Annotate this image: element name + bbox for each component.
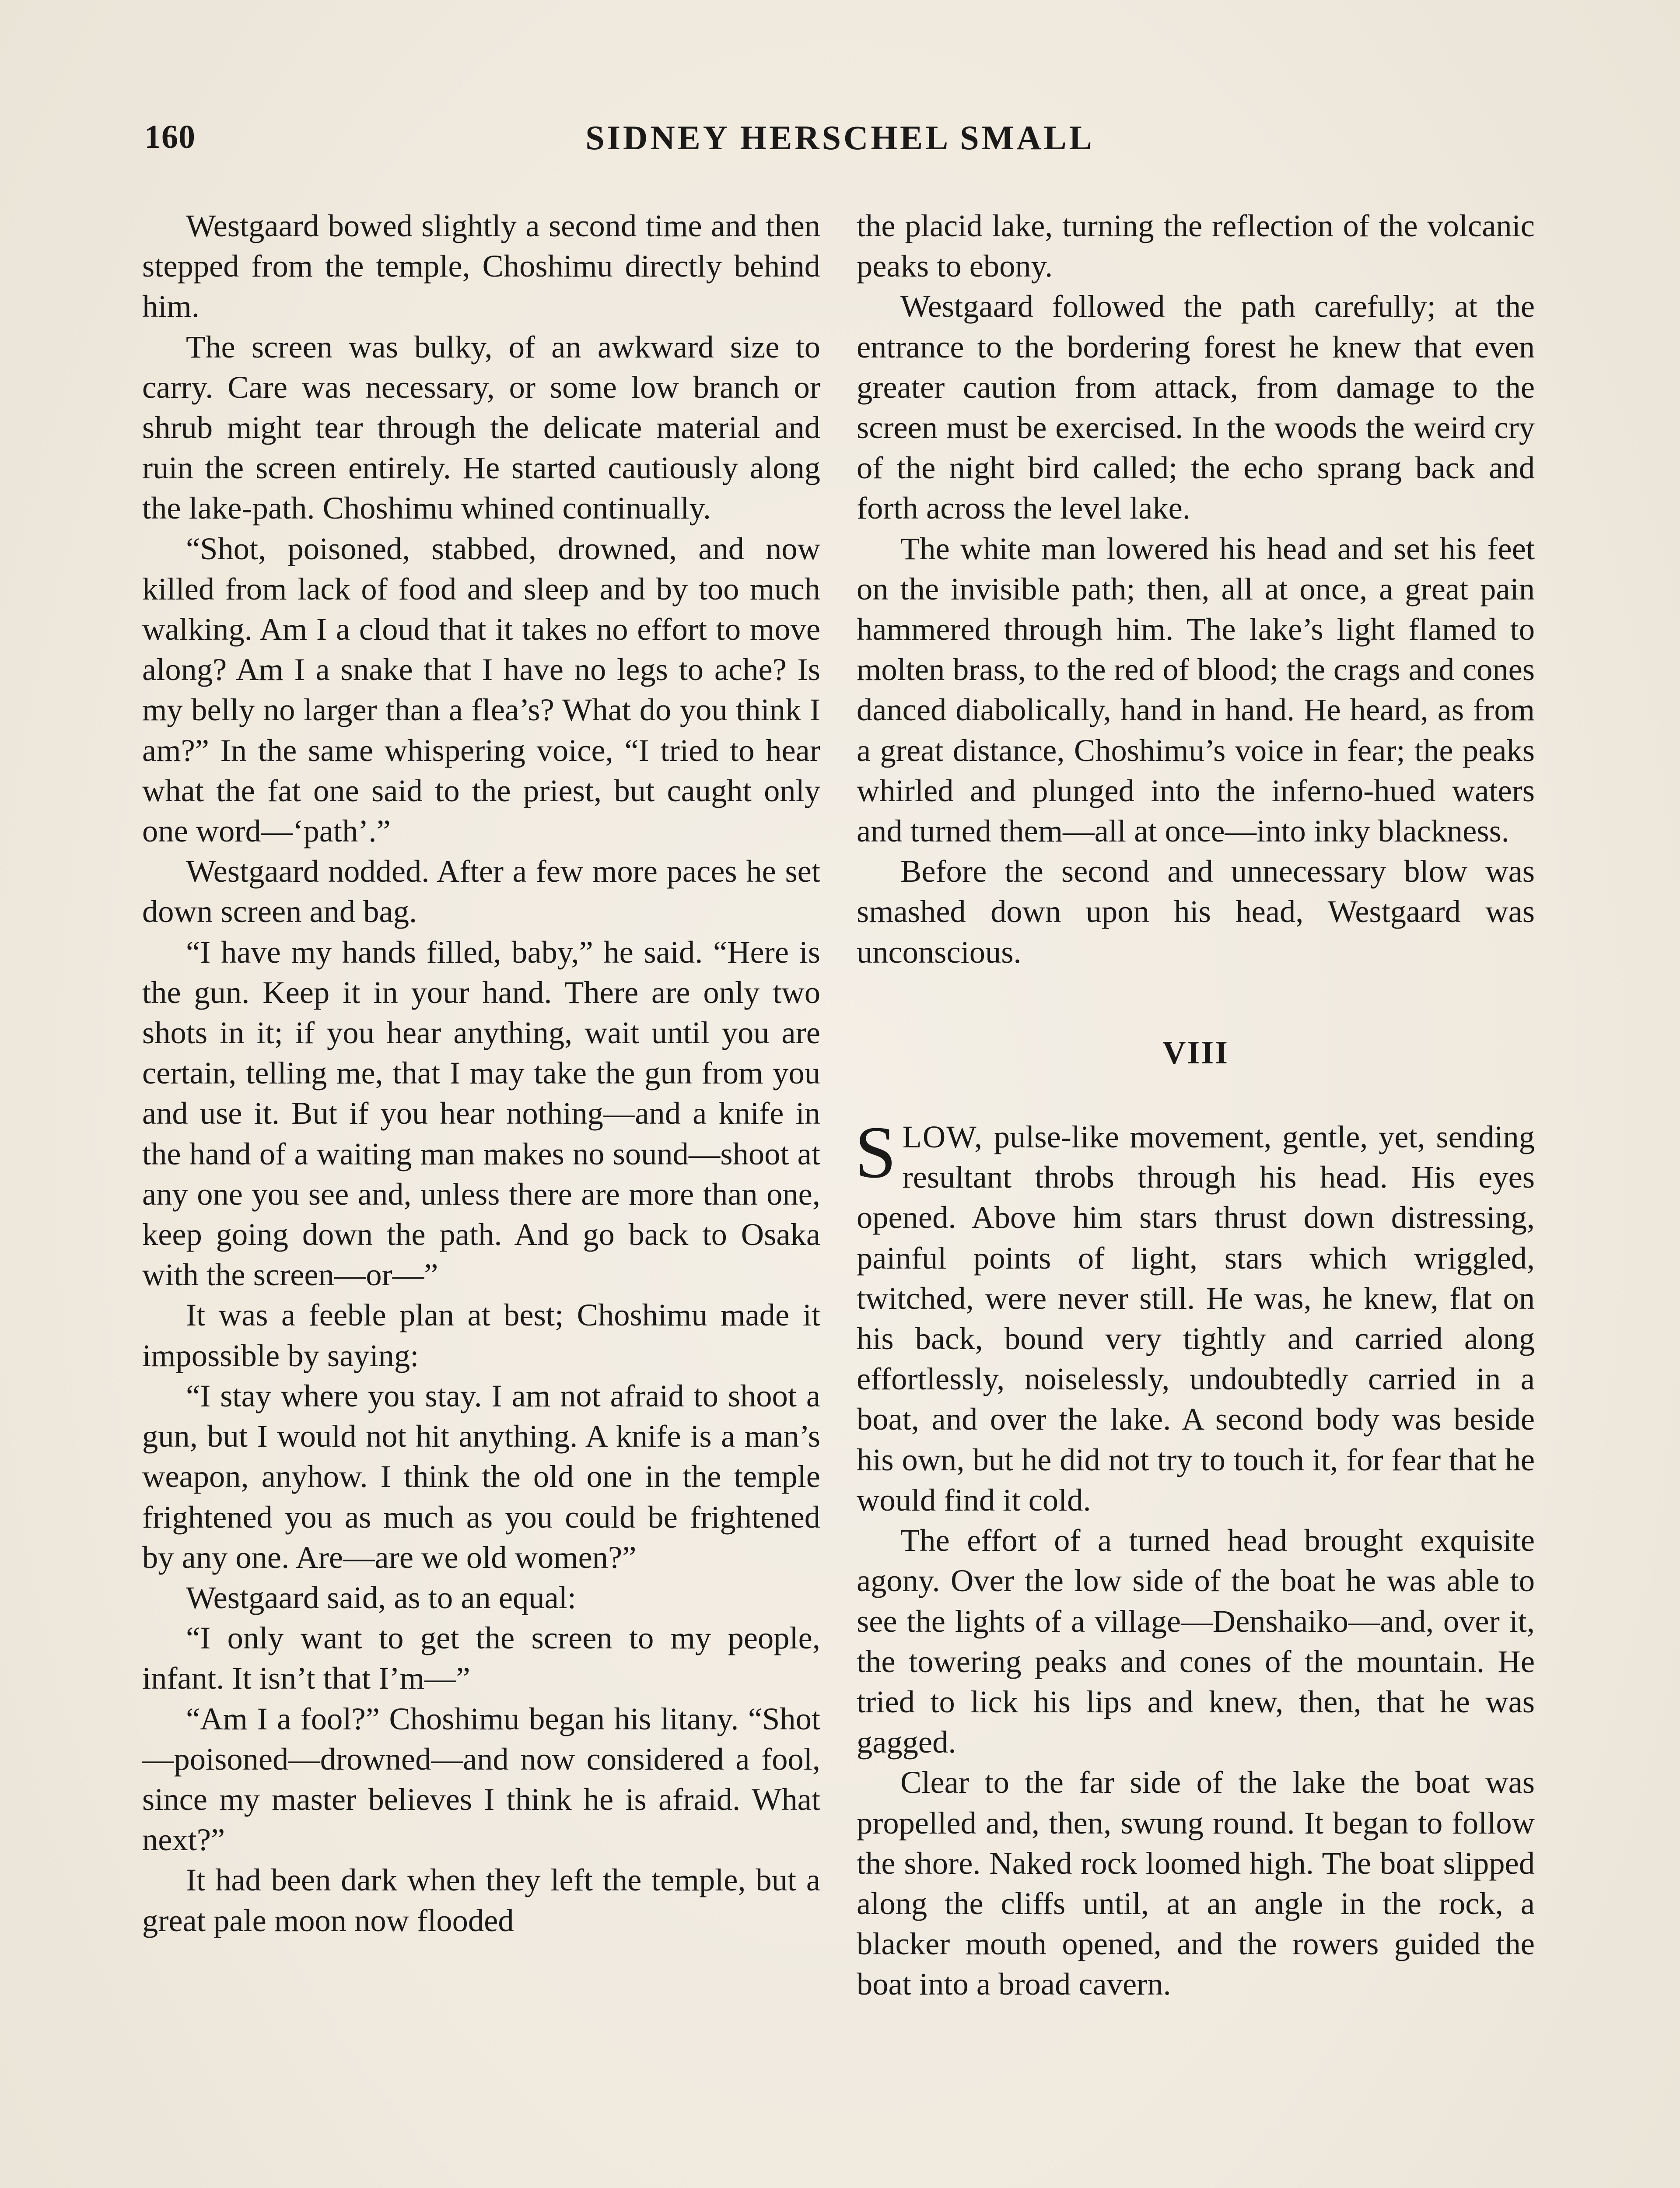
page-number: 160 — [144, 119, 196, 155]
paragraph: The white man lowered his head and set his feet on the invisible path; then, all at once, a great pain hammered through him. The lake’s light flamed to molten brass, to the red of blood; the crags and cones danced diabolically, hand in hand. He heard, as from a great distance, Choshimu’s voice in fear; the peaks whirled and plunged into the inferno-hued waters and turned them—all at once—into inky blackness. — [857, 530, 1535, 849]
paragraph: Before the second and unnecessary blow was smashed down upon his head, Westgaard was unconscious. — [857, 853, 1535, 970]
paragraph: The effort of a turned head brought exquisite agony. Over the low side of the boat he was able to see the lights of a village—Denshaiko—and, over it, the towering peaks and cones of the mountain. He tried to lick his lips and knew, then, that he was gagged. — [857, 1522, 1535, 1760]
paragraph: Westgaard followed the path carefully; at the entrance to the bordering forest he knew that even greater caution from attack, from damage to the screen must be exercised. In the woods the weird cry of the night bird called; the echo sprang back and forth across the level lake. — [857, 288, 1535, 526]
lead-word: LOW, — [902, 1119, 984, 1155]
left-column — [142, 206, 820, 1941]
paragraph: “I have my hands filled, baby,” he said. “Here is the gun. Keep it in your hand. There are only two shots in it; if you hear anything, wait until you are certain, telling me, that I may take the gun from you and use it. But if you hear nothing—and a knife in the hand of a waiting man makes no sound—shoot at any one you see and, unless there are more than one, keep going down the path. And go back to Osaka with the screen—or—” — [142, 934, 820, 1293]
paragraph: It had been dark when they left the temple, but a great pale moon now flooded — [142, 1862, 820, 1938]
drop-cap: S — [855, 1111, 896, 1194]
paragraph: Clear to the far side of the lake the boat was propelled and, then, swung round. It began to follow the shore. Naked rock loomed high. The boat slipped along the cliffs until, at an angle in the rock, a blacker mouth opened, and the rowers guided the boat into a broad cavern. — [857, 1764, 1535, 2002]
paragraph: “Am I a fool?” Choshimu began his litany. “Shot—poisoned—drowned—and now considered a fool, since my master believes I think he is afraid. What next?” — [142, 1701, 820, 1858]
right-column — [857, 206, 1535, 2005]
chapter-heading: VIII — [1162, 1034, 1229, 1071]
paragraph: “I only want to get the screen to my people, infant. It isn’t that I’m—” — [142, 1620, 820, 1696]
paragraph: The screen was bulky, of an awkward size to carry. Care was necessary, or some low branch or shrub might tear through the delicate material and ruin the screen entirely. He started cautiously along the lake-path. Choshimu whined continually. — [142, 329, 820, 526]
running-head: SIDNEY HERSCHEL SMALL — [585, 119, 1095, 157]
page-header — [144, 118, 1536, 171]
paragraph: Westgaard said, as to an equal: — [186, 1579, 577, 1615]
paragraph: “Shot, poisoned, stabbed, drowned, and now killed from lack of food and sleep and by too much walking. Am I a cloud that it takes no effort to move along? Am I a snake that I have no legs to ache? Is my belly no larger than a flea’s? What do you think I am?” In the same whispering voice, “I tried to hear what the fat one said to the priest, but caught only one word—‘path’.” — [142, 530, 820, 849]
paragraph: It was a feeble plan at best; Choshimu made it impossible by saying: — [142, 1297, 820, 1373]
chapter-opening-paragraph — [855, 1111, 1535, 1520]
paragraph: Westgaard nodded. After a few more paces he set down screen and bag. — [142, 853, 820, 929]
paragraph: Westgaard bowed slightly a second time and then stepped from the temple, Choshimu directly behind him. — [142, 208, 820, 324]
paragraph-continuation: the placid lake, turning the reflection of the volcanic peaks to ebony. — [857, 208, 1535, 284]
lead-text: pulse-like movement, gentle, yet, sending resultant throbs through his head. His eyes opened. Above him stars thrust down distressing, painful points of light, stars which wriggled, twitched, were never still. He was, he knew, flat on his back, bound very tightly and carried along effortlessly, noiselessly, undoubtedly carried in a boat, and over the lake. A second body was beside his own, but he did not try to touch it, for fear that he would find it cold. — [857, 1119, 1535, 1518]
paragraph: “I stay where you stay. I am not afraid to shoot a gun, but I would not hit anything. A knife is a man’s weapon, anyhow. I think the old one in the temple frightened you as much as you could be frightened by any one. Are—are we old women?” — [142, 1378, 820, 1575]
